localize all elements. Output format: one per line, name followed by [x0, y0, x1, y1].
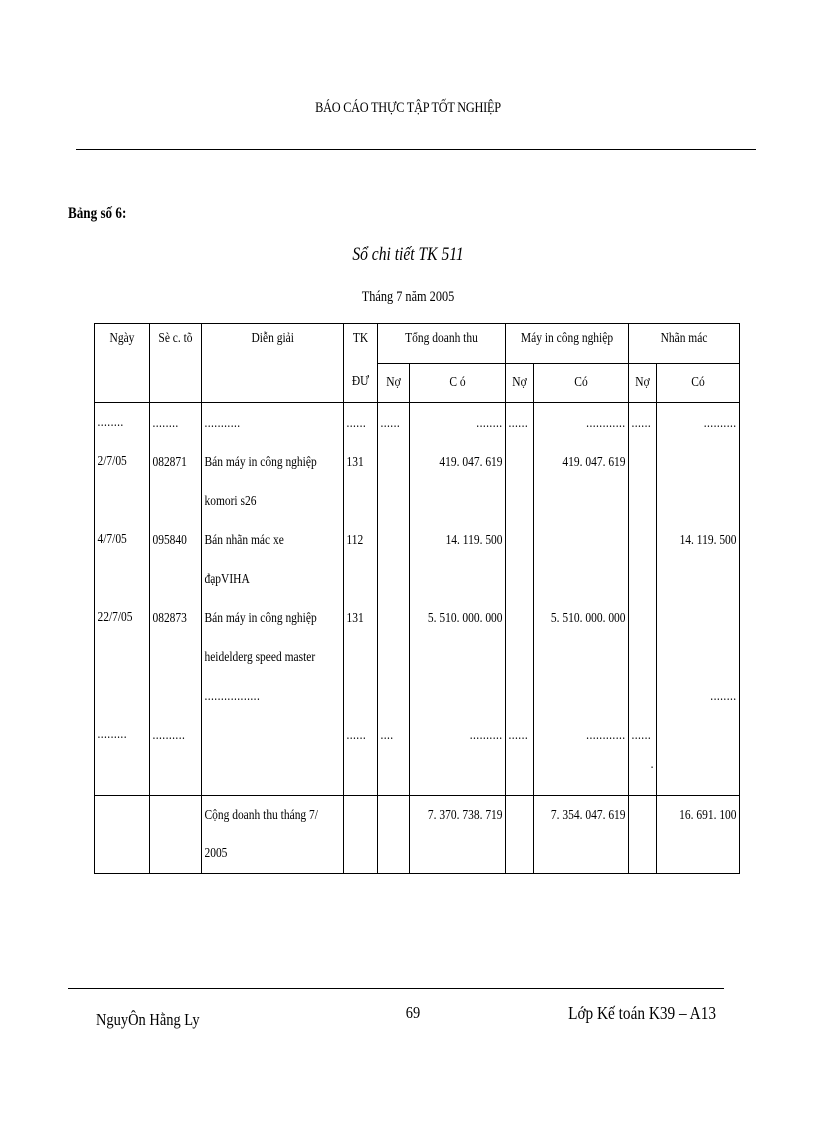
column-nm-no: [629, 404, 656, 795]
table-cell: ......: [380, 415, 401, 431]
table-cell: komori s26: [204, 493, 257, 509]
table-cell: 082873: [152, 610, 187, 626]
table-cell: ......: [631, 415, 652, 431]
table-cell: 4/7/05: [97, 531, 127, 547]
total-label: [202, 795, 344, 873]
col-header-nm-co: Có: [657, 363, 740, 402]
table-cell: 419. 047. 619: [439, 454, 503, 470]
footer-class-label: Lớp Kế toán K39 – A13: [568, 1003, 716, 1023]
header-divider: [76, 149, 756, 150]
col-header-nhan-mac: Nhãn mác: [629, 324, 740, 364]
table-cell: Bán máy in công nghiệp: [204, 610, 317, 626]
col-header-nm-no: Nợ: [629, 363, 657, 402]
table-cell: ........: [476, 415, 503, 431]
col-header-so-ct: Sè c. tõ: [150, 324, 202, 403]
col-header-tdt-no: Nợ: [378, 363, 410, 402]
table-cell: ..........: [470, 727, 503, 743]
table-cell: heidelderg speed master: [204, 649, 316, 665]
table-cell: 419. 047. 619: [562, 454, 626, 470]
footer-author-name: NguyÔn Hằng Ly: [96, 1010, 200, 1029]
table-cell: ......: [346, 415, 367, 431]
table-cell: ..........: [704, 415, 737, 431]
ledger-table: [94, 323, 740, 874]
table-cell: Bán máy in công nghiệp: [204, 454, 317, 470]
table-cell: 095840: [152, 532, 187, 548]
table-cell: ......: [508, 727, 529, 743]
table-cell: 5. 510. 000. 000: [551, 610, 626, 626]
table-cell: .................: [204, 688, 261, 704]
document-title: Sổ chi tiết TK 511: [352, 244, 464, 265]
column-dien-giai: [202, 404, 343, 795]
total-label-line-1: Cộng doanh thu tháng 7/: [204, 807, 318, 823]
total-cell-empty: [629, 795, 657, 873]
footer-divider: [68, 988, 724, 989]
total-cell-empty: [506, 795, 534, 873]
table-cell: 14. 119. 500: [680, 532, 737, 548]
table-cell: ......: [508, 415, 529, 431]
total-tdt-co: 7. 370. 738. 719: [410, 795, 506, 873]
total-cell-empty: [150, 795, 202, 873]
total-cell-empty: [378, 795, 410, 873]
column-so-ct: [150, 404, 201, 795]
table-cell: Bán nhãn mác xe: [204, 532, 284, 548]
table-cell: đạpVIHA: [204, 571, 250, 587]
total-nm-co: 16. 691. 100: [657, 795, 740, 873]
table-cell: ...........: [204, 415, 241, 431]
col-header-mi-co: Có: [534, 363, 629, 402]
table-cell: 131: [346, 454, 365, 470]
column-nm-co: [657, 404, 739, 795]
table-cell: .........: [97, 726, 127, 742]
table-label: Bảng số 6:: [68, 205, 127, 222]
col-header-mi-no: Nợ: [506, 363, 534, 402]
column-mi-no: [506, 404, 533, 795]
column-mi-co: [534, 404, 628, 795]
stray-dot: .: [651, 756, 654, 772]
table-cell: 5. 510. 000. 000: [428, 610, 503, 626]
table-cell: ....: [380, 727, 395, 743]
total-cell-empty: [344, 795, 378, 873]
table-cell: ......: [631, 727, 652, 743]
col-header-ngay: Ngày: [95, 324, 150, 403]
table-cell: ..........: [152, 727, 186, 743]
total-mi-co: 7. 354. 047. 619: [534, 795, 629, 873]
col-header-tdt-co: C ó: [410, 363, 506, 402]
table-cell: 131: [346, 610, 365, 626]
col-header-tk: TK: [344, 324, 378, 364]
total-label-line-2: 2005: [204, 845, 228, 861]
footer-page-number: 69: [405, 1003, 421, 1022]
table-cell: 14. 119. 500: [446, 532, 503, 548]
column-tdt-no: [378, 404, 409, 795]
column-tdt-co: [410, 404, 505, 795]
table-cell: ............: [586, 727, 626, 743]
table-cell: 112: [346, 532, 364, 548]
table-cell: ........: [710, 688, 737, 704]
total-cell-empty: [95, 795, 150, 873]
table-cell: ........: [152, 415, 179, 431]
table-cell: 22/7/05: [97, 609, 133, 625]
column-ngay: [95, 403, 149, 794]
col-header-dien-giai: Diễn giải: [202, 324, 344, 403]
col-header-may-in: Máy in công nghiệp: [506, 324, 629, 364]
column-tk: [344, 404, 377, 795]
table-cell: 2/7/05: [97, 453, 127, 469]
table-cell: ............: [586, 415, 626, 431]
document-subtitle: Tháng 7 năm 2005: [361, 289, 455, 305]
table-cell: 082871: [152, 454, 187, 470]
table-cell: ........: [97, 414, 124, 430]
report-header-title: BÁO CÁO THỰC TẬP TỐT NGHIỆP: [315, 100, 501, 116]
header-row-1: [95, 324, 740, 364]
table-cell: ......: [346, 727, 367, 743]
ledger-body: [95, 402, 740, 795]
total-row: [95, 795, 740, 873]
col-header-tk-du: ĐƯ: [344, 363, 378, 402]
col-header-tong-doanh-thu: Tổng doanh thu: [378, 324, 506, 364]
